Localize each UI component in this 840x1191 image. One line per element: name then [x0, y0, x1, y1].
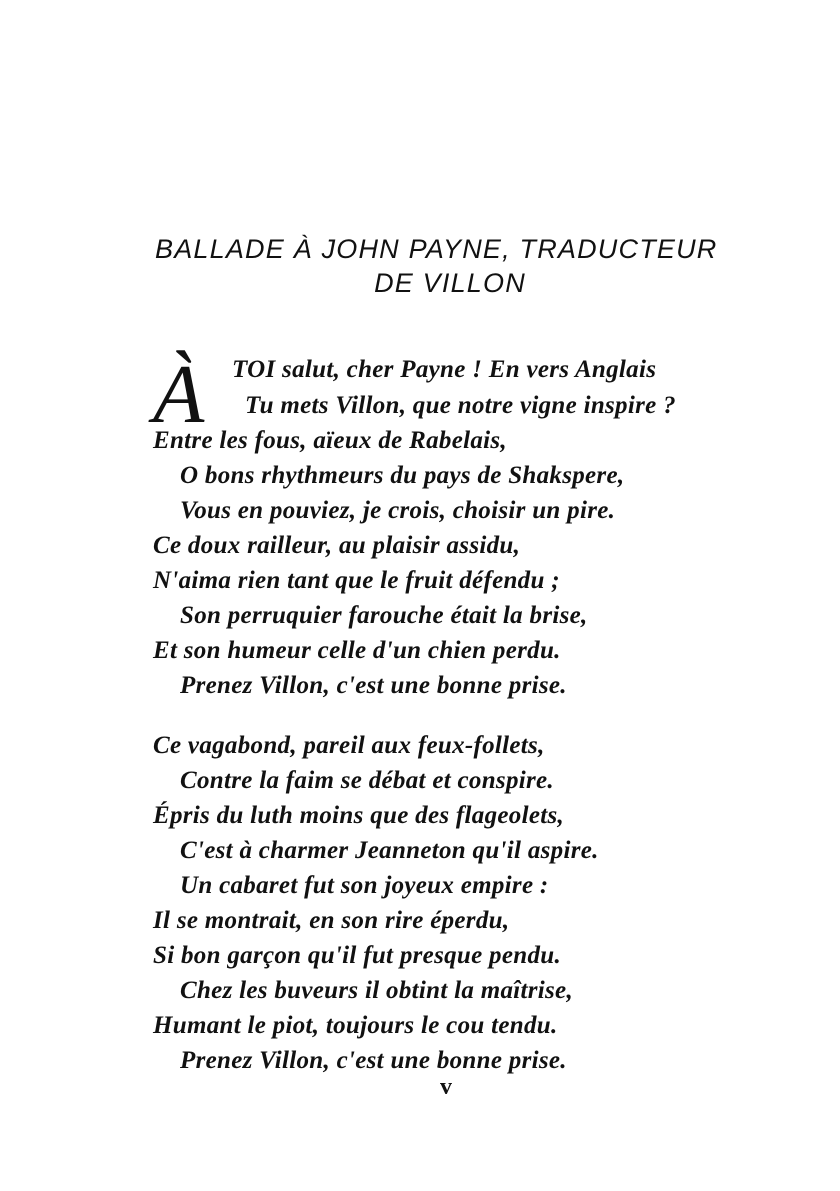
verse-line: N'aima rien tant que le fruit défendu ;: [153, 567, 560, 594]
verse-line: Tu mets Villon, que notre vigne inspire ?: [245, 392, 676, 419]
verse-line: Ce vagabond, pareil aux feux-follets,: [153, 732, 545, 759]
verse-line: Entre les fous, aïeux de Rabelais,: [153, 427, 507, 454]
verse-line: TOI salut, cher Payne ! En vers Anglais: [232, 356, 657, 383]
refrain-line: Prenez Villon, c'est une bonne prise.: [180, 1047, 567, 1074]
poem-title-line-2: DE VILLON: [374, 268, 526, 298]
verse-line: Et son humeur celle d'un chien perdu.: [153, 637, 561, 664]
verse-line: Son perruquier farouche était la brise,: [180, 602, 588, 629]
poem-title-line-1: BALLADE À JOHN PAYNE, TRADUCTEUR: [155, 234, 718, 264]
verse-line: Humant le piot, toujours le cou tendu.: [153, 1012, 558, 1039]
verse-line: Contre la faim se débat et conspire.: [180, 767, 554, 794]
verse-line: O bons rhythmeurs du pays de Shakspere,: [180, 462, 625, 489]
verse-line: Épris du luth moins que des flageolets,: [153, 802, 565, 829]
verse-line: C'est à charmer Jeanneton qu'il aspire.: [180, 837, 599, 864]
drop-capital: À: [153, 348, 205, 441]
verse-line: Si bon garçon qu'il fut presque pendu.: [153, 942, 562, 969]
page-signature-mark: v: [440, 1074, 452, 1100]
verse-line: Un cabaret fut son joyeux empire :: [180, 872, 549, 899]
verse-line: Il se montrait, en son rire éperdu,: [153, 907, 510, 934]
verse-line: Chez les buveurs il obtint la maîtrise,: [180, 977, 573, 1004]
refrain-line: Prenez Villon, c'est une bonne prise.: [180, 672, 567, 699]
verse-line: Vous en pouviez, je crois, choisir un pire.: [180, 497, 616, 524]
verse-line: Ce doux railleur, au plaisir assidu,: [153, 532, 521, 559]
